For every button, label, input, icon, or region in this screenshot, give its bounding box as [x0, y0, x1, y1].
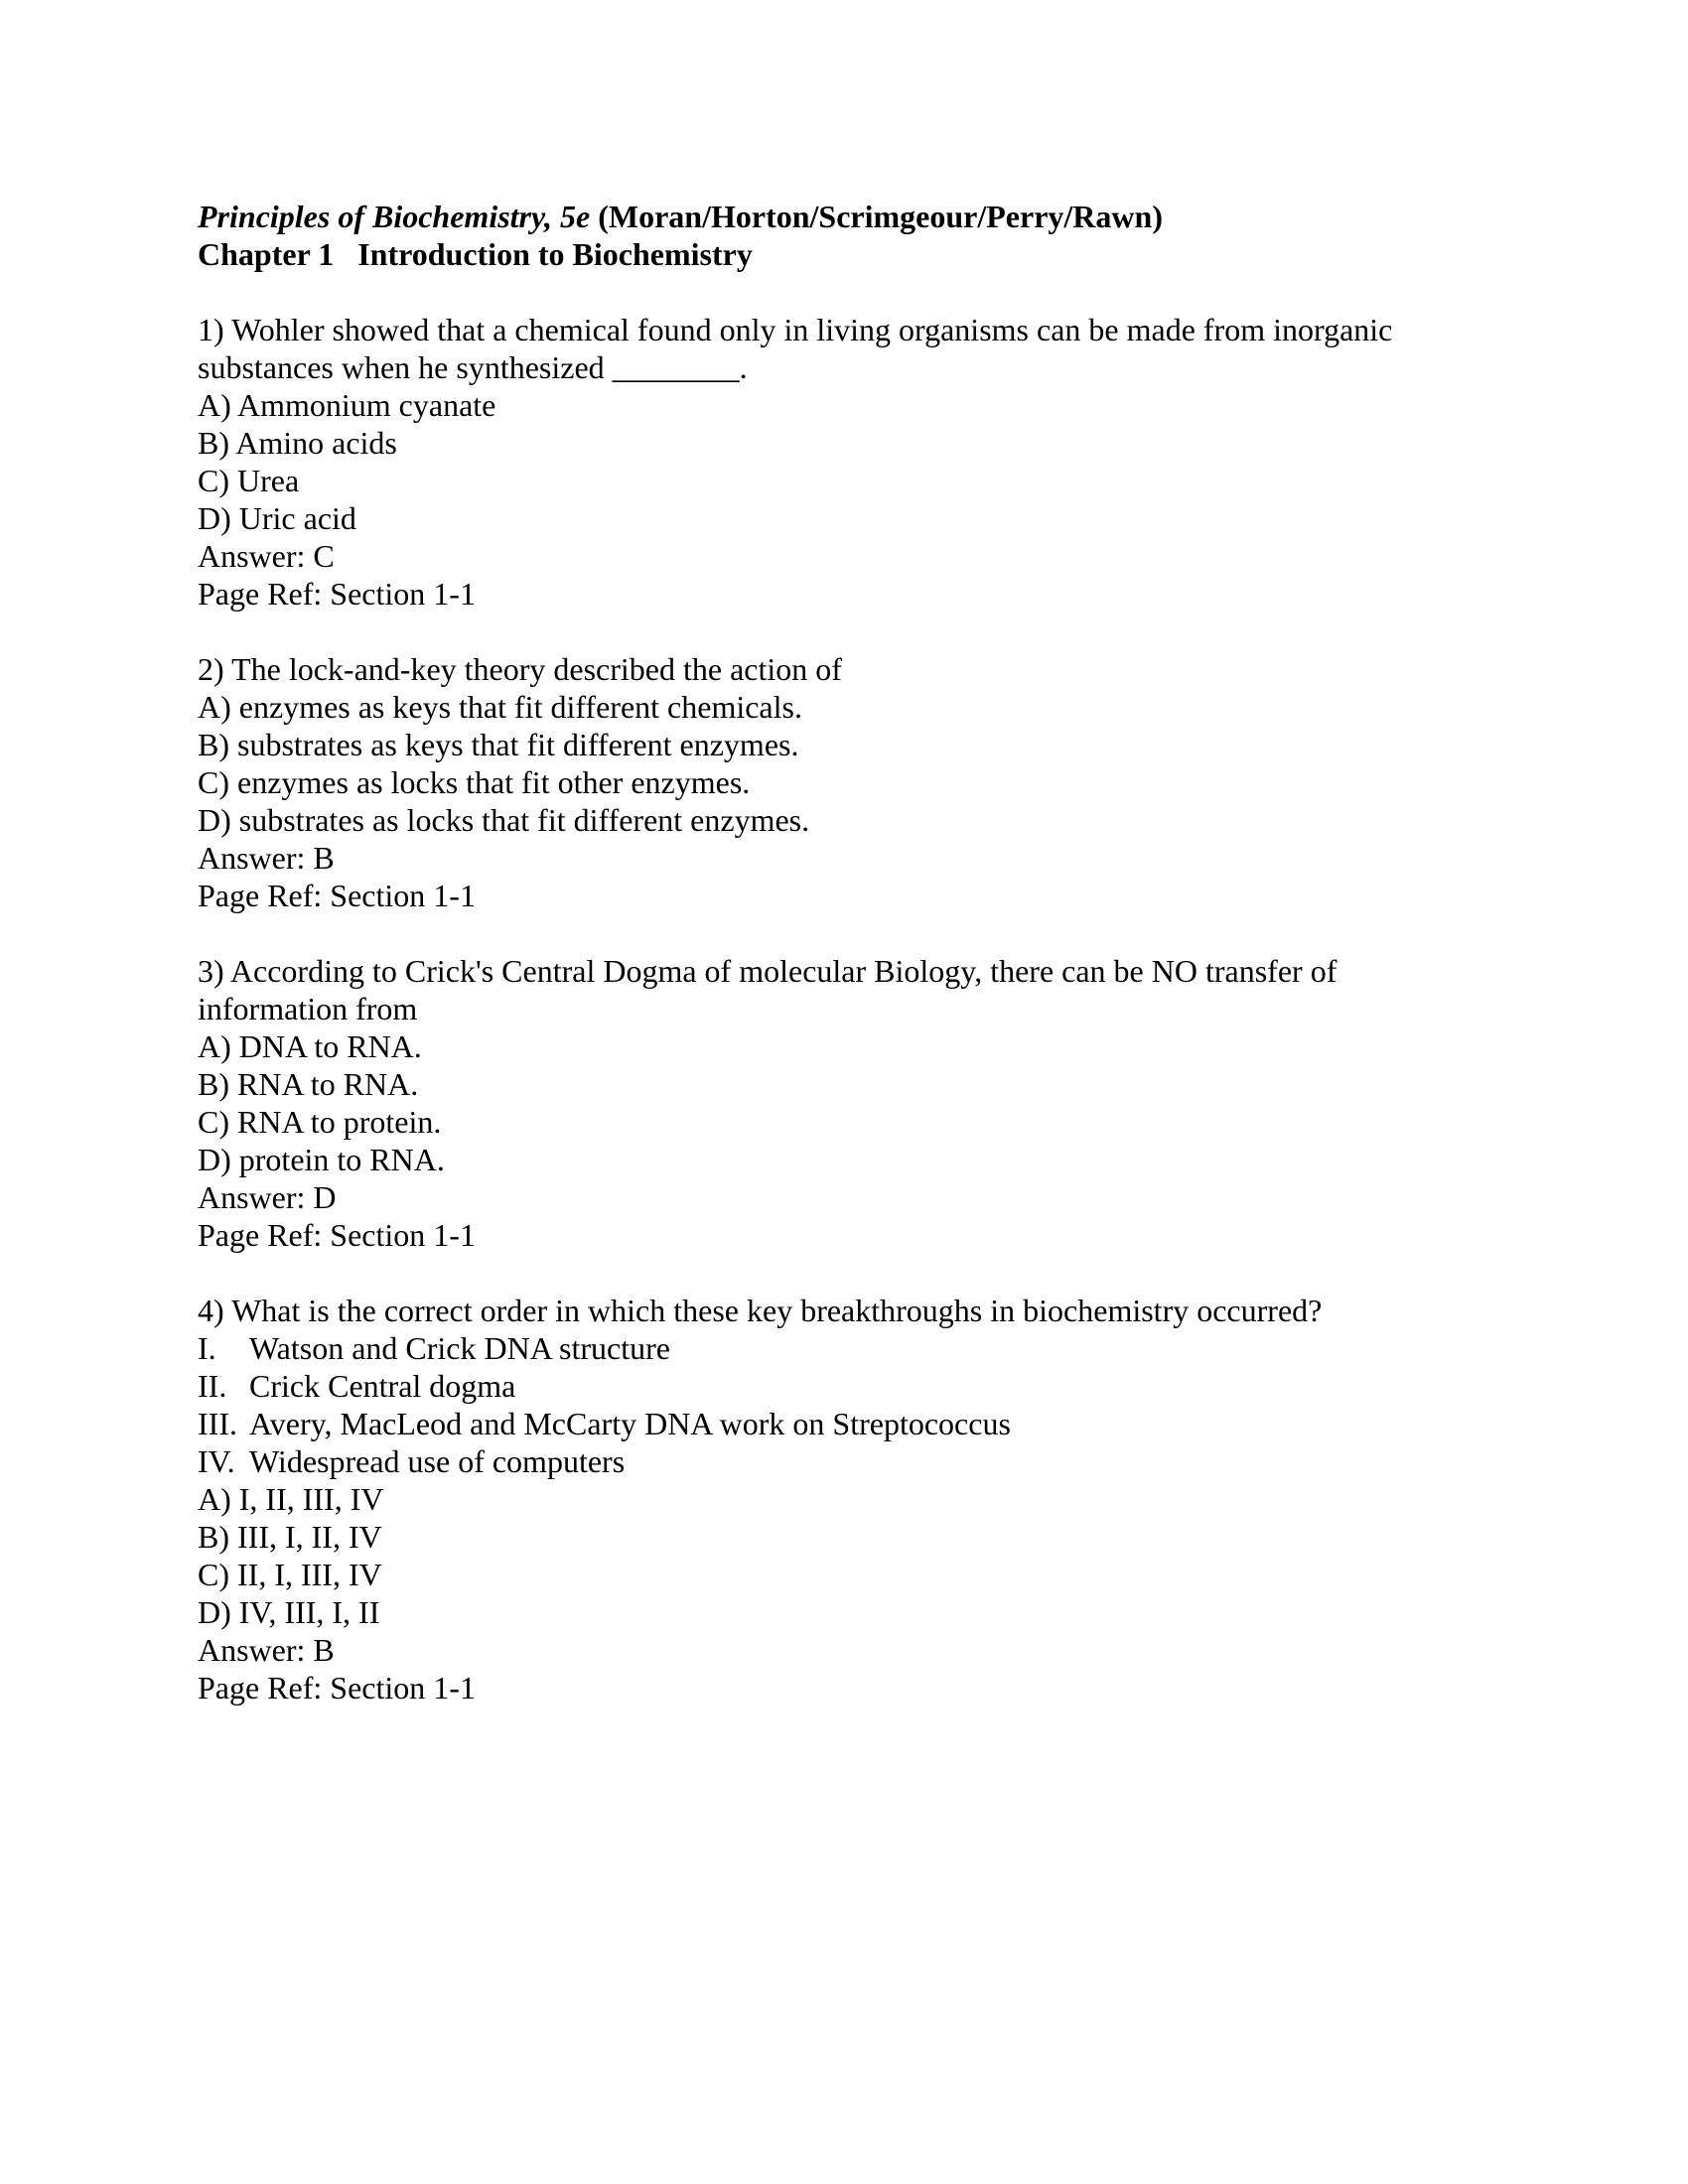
option-b: B) Amino acids [198, 425, 397, 461]
option-c: C) RNA to protein. [198, 1104, 442, 1140]
answer: Answer: C [198, 538, 335, 574]
option-a: A) enzymes as keys that fit different chemicals. [198, 689, 802, 725]
option-c: C) enzymes as locks that fit other enzymes. [198, 764, 751, 800]
page-ref: Page Ref: Section 1-1 [198, 1670, 476, 1706]
page-ref: Page Ref: Section 1-1 [198, 576, 476, 612]
roman-item-text: Avery, MacLeod and McCarty DNA work on Streptococcus [249, 1406, 1011, 1441]
roman-item-text: Crick Central dogma [249, 1368, 516, 1404]
option-b: B) RNA to RNA. [198, 1066, 419, 1102]
roman-item [198, 1329, 1392, 1367]
question-stem: substances when he synthesized ________. [198, 349, 748, 385]
book-authors: (Moran/Horton/Scrimgeour/Perry/Rawn) [598, 199, 1163, 234]
roman-numeral: I. [198, 1330, 216, 1366]
page-ref: Page Ref: Section 1-1 [198, 1217, 476, 1253]
question-stem: 2) The lock-and-key theory described the action of [198, 651, 842, 687]
question-2 [198, 650, 1392, 914]
roman-item [198, 1367, 1392, 1405]
option-a: A) Ammonium cyanate [198, 387, 496, 423]
question-stem: information from [198, 991, 418, 1026]
roman-numeral: III. [198, 1406, 237, 1441]
question-stem: 4) What is the correct order in which these key breakthroughs in biochemistry occurred? [198, 1293, 1323, 1328]
option-a: A) DNA to RNA. [198, 1028, 422, 1064]
answer: Answer: B [198, 840, 335, 876]
option-a: A) I, II, III, IV [198, 1481, 384, 1517]
option-d: D) substrates as locks that fit different enzymes. [198, 802, 810, 838]
chapter-heading [198, 235, 1392, 273]
roman-item [198, 1405, 1392, 1442]
option-c: C) Urea [198, 463, 300, 498]
option-b: B) substrates as keys that fit different enzymes. [198, 727, 799, 762]
roman-item-text: Widespread use of computers [249, 1443, 626, 1479]
book-header [198, 198, 1392, 235]
book-title: Principles of Biochemistry, 5e [198, 199, 591, 234]
question-3 [198, 952, 1392, 1254]
question-stem: 1) Wohler showed that a chemical found only in living organisms can be made from inorganic [198, 312, 1393, 347]
option-d: D) protein to RNA. [198, 1142, 445, 1177]
roman-numeral: II. [198, 1368, 227, 1404]
question-1 [198, 311, 1392, 613]
answer: Answer: D [198, 1179, 337, 1215]
roman-numeral: IV. [198, 1443, 235, 1479]
answer: Answer: B [198, 1632, 335, 1668]
option-b: B) III, I, II, IV [198, 1519, 382, 1555]
option-c: C) II, I, III, IV [198, 1557, 382, 1592]
question-stem: 3) According to Crick's Central Dogma of molecular Biology, there can be NO transfer of [198, 953, 1337, 989]
chapter-title: Introduction to Biochemistry [357, 236, 753, 272]
document-page [198, 198, 1392, 1706]
question-4 [198, 1292, 1392, 1706]
chapter-label: Chapter 1 [198, 236, 335, 272]
page-ref: Page Ref: Section 1-1 [198, 878, 476, 913]
roman-item [198, 1442, 1392, 1480]
option-d: D) Uric acid [198, 500, 356, 536]
roman-item-text: Watson and Crick DNA structure [249, 1330, 670, 1366]
option-d: D) IV, III, I, II [198, 1594, 380, 1630]
